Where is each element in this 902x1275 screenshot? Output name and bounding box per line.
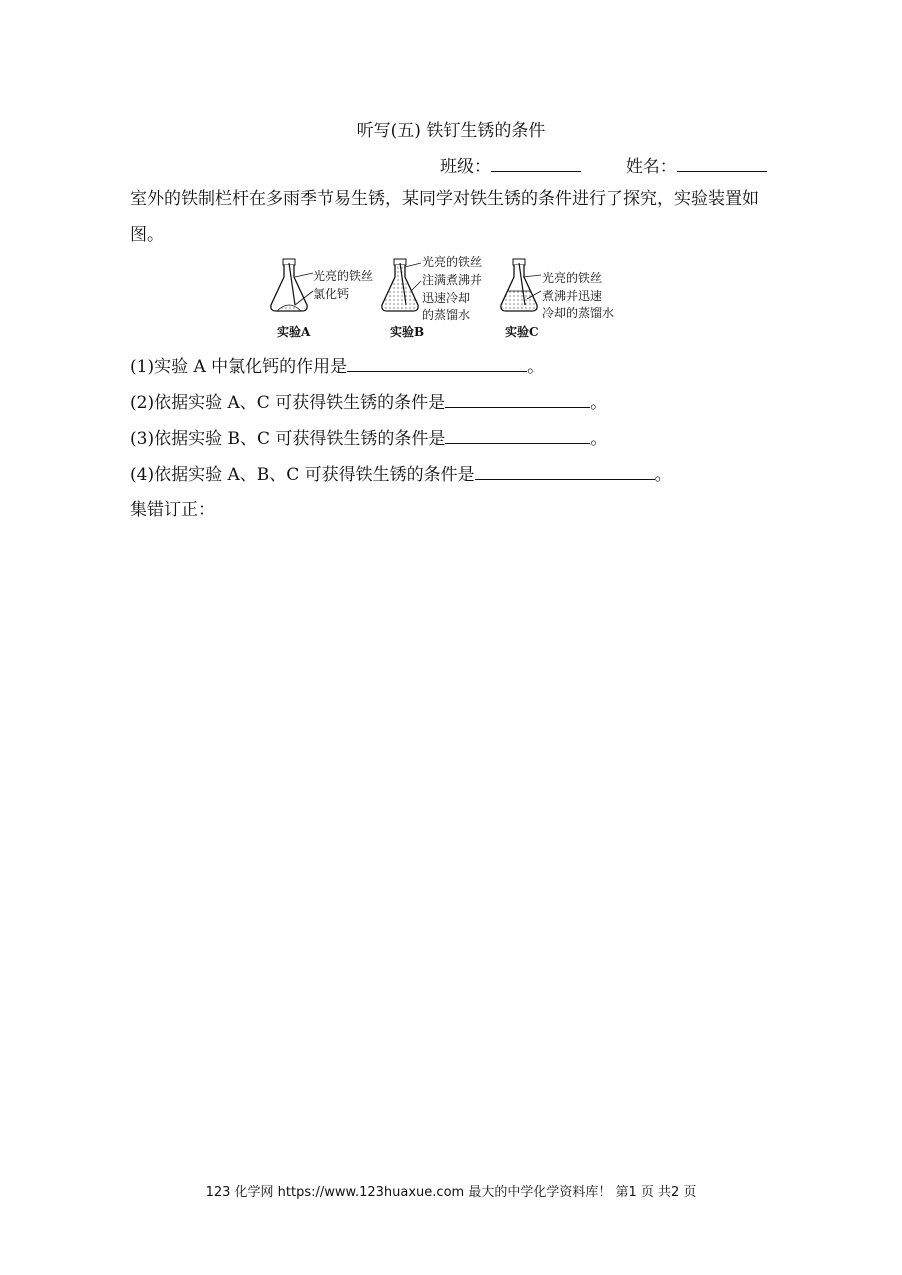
question-2-blank[interactable] [445, 393, 590, 408]
question-2-text: (2)依据实验 A、C 可获得铁生锈的条件是 [130, 393, 446, 413]
experiment-figure [265, 255, 645, 345]
question-2-end: 。 [590, 393, 608, 413]
question-4-text: (4)依据实验 A、B、C 可获得铁生锈的条件是 [130, 465, 475, 485]
question-1-end: 。 [527, 357, 545, 377]
flask-a-label2: 氯化钙 [313, 287, 350, 301]
flask-c-label2: 煮沸并迅速 [542, 289, 603, 303]
student-info [440, 152, 767, 177]
question-1-blank[interactable] [347, 357, 527, 372]
question-1-text: (1)实验 A 中氯化钙的作用是 [130, 357, 348, 377]
name-blank[interactable] [677, 157, 767, 172]
question-3-text: (3)依据实验 B、C 可获得铁生锈的条件是 [130, 429, 446, 449]
question-3 [130, 424, 607, 449]
question-4-end: 。 [654, 465, 672, 485]
class-label: 班级： [440, 157, 491, 177]
flask-b-label2: 注满煮沸并 [422, 273, 483, 287]
flask-c-icon [501, 259, 541, 311]
flask-b-label4: 的蒸馏水 [422, 308, 471, 322]
correction-label: 集错订正： [130, 500, 215, 520]
name-label: 姓名： [625, 157, 677, 177]
flask-b-label3: 迅速冷却 [422, 291, 471, 305]
page-title: 听写(五) 铁钉生锈的条件 [356, 121, 546, 141]
question-2 [130, 388, 607, 413]
class-blank[interactable] [491, 157, 581, 172]
question-3-blank[interactable] [445, 429, 590, 444]
page-footer: 123 化学网 https://www.123huaxue.com 最大的中学化学资料库！ 第1 页 共2 页 [205, 1185, 697, 1200]
flask-c-caption: 实验C [505, 325, 539, 339]
question-3-end: 。 [590, 429, 608, 449]
question-4-blank[interactable] [475, 465, 655, 480]
intro-paragraph: 室外的铁制栏杆在多雨季节易生锈，某同学对铁生锈的条件进行了探究，实验装置如图。 [130, 189, 759, 245]
flask-a-caption: 实验A [277, 325, 311, 339]
flask-c-label3: 冷却的蒸馏水 [542, 306, 615, 320]
question-4 [130, 460, 672, 485]
flask-a-label1: 光亮的铁丝 [313, 269, 374, 283]
flask-b-caption: 实验B [390, 325, 425, 339]
flask-c-label1: 光亮的铁丝 [542, 271, 603, 285]
question-1 [130, 352, 544, 377]
flask-b-icon [382, 259, 421, 311]
flask-b-label1: 光亮的铁丝 [422, 255, 483, 269]
flask-a-icon [271, 259, 313, 311]
